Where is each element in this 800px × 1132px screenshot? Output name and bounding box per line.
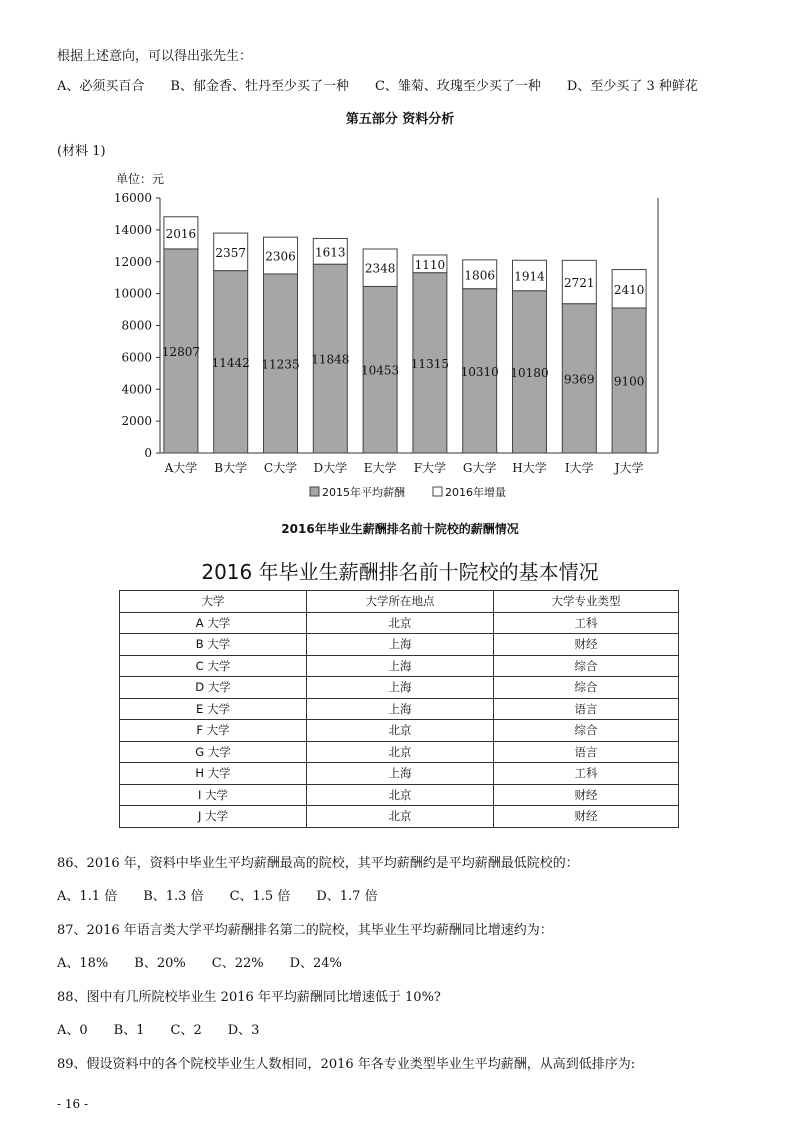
x-tick-label: G大学 (462, 461, 497, 475)
x-tick-label: I大学 (564, 461, 594, 475)
bar-2015-label: 11235 (261, 357, 300, 372)
table-cell: I 大学 (120, 784, 307, 806)
table-header-row (120, 591, 679, 613)
column-header: 大学所在地点 (307, 591, 494, 613)
bar-2015-label: 11442 (211, 355, 250, 370)
question-89-stem: 89、假设资料中的各个院校毕业生人数相同，2016 年各专业类型毕业生平均薪酬，从高到低排序为: (57, 1057, 636, 1072)
unit-label: 单位：元 (116, 172, 165, 186)
y-tick-label: 8000 (121, 318, 152, 333)
bar-increase-label: 1110 (414, 257, 446, 272)
university-info-table (119, 590, 679, 828)
table-row (120, 612, 679, 634)
bar-2015-label: 10310 (460, 364, 499, 379)
bar-increase-label: 2348 (364, 261, 396, 276)
table-cell: 上海 (307, 634, 494, 656)
y-tick-label: 4000 (121, 382, 152, 397)
bar-increase-label: 1806 (464, 268, 495, 283)
option: B、1 (113, 1023, 145, 1038)
bar-increase-label: 2410 (613, 282, 645, 297)
bar-increase-label: 1613 (315, 245, 346, 260)
table-row (120, 741, 679, 763)
question-86-options (57, 885, 378, 904)
x-tick-label: J大学 (614, 461, 644, 475)
table-row (120, 784, 679, 806)
y-tick-label: 12000 (113, 254, 152, 269)
option: D、至少买了 3 种鲜花 (566, 79, 698, 94)
bar-increase-label: 2357 (215, 245, 246, 260)
table-cell: 北京 (307, 612, 494, 634)
table-row (120, 634, 679, 656)
bar-2015-label: 12807 (161, 344, 200, 359)
y-tick-label: 14000 (113, 222, 152, 237)
bar-2015-label: 9369 (564, 372, 595, 387)
intro-line: 根据上述意向，可以得出张先生： (57, 49, 253, 64)
table-cell: 北京 (307, 784, 494, 806)
table-cell: 综合 (494, 655, 679, 677)
bar-2015-label: 11315 (410, 356, 449, 371)
option: D、3 (227, 1023, 260, 1038)
table-cell: 财经 (494, 784, 679, 806)
question-86-stem: 86、2016 年，资料中毕业生平均薪酬最高的院校，其平均薪酬约是平均薪酬最低院校的： (57, 856, 579, 871)
legend-label-2015: 2015年平均薪酬 (322, 486, 405, 499)
y-tick-label: 10000 (113, 286, 152, 301)
table-row (120, 720, 679, 742)
table-row (120, 655, 679, 677)
table-row (120, 698, 679, 720)
table-cell: 北京 (307, 720, 494, 742)
legend-label-2016: 2016年增量 (445, 486, 506, 499)
table-cell: 北京 (307, 806, 494, 828)
table-cell: 上海 (307, 763, 494, 785)
section-title: 第五部分 资料分析 (345, 112, 455, 127)
table-cell: D 大学 (120, 677, 307, 699)
table-cell: 综合 (494, 720, 679, 742)
table-row (120, 806, 679, 828)
bar-2015-label: 10453 (361, 363, 400, 378)
option: A、18% (57, 956, 109, 971)
table-cell: E 大学 (120, 698, 307, 720)
legend-swatch-2015 (310, 487, 319, 496)
y-tick-label: 0 (144, 446, 152, 460)
bar-increase-label: 2306 (265, 249, 296, 264)
x-tick-label: A大学 (164, 461, 198, 475)
table-title: 2016 年毕业生薪酬排名前十院校的基本情况 (201, 560, 599, 584)
table-cell: H 大学 (120, 763, 307, 785)
material-label: (材料 1) (57, 144, 106, 159)
x-tick-label: H大学 (512, 461, 547, 475)
table-cell: 语言 (494, 698, 679, 720)
table-cell: 综合 (494, 677, 679, 699)
option: C、22% (211, 956, 264, 971)
x-tick-label: D大学 (313, 461, 348, 475)
bar-2015-label: 9100 (613, 374, 645, 389)
bar-increase-label: 1914 (514, 269, 545, 284)
option: A、0 (57, 1023, 88, 1038)
option: C、雏菊、玫瑰至少买了一种 (374, 79, 541, 94)
salary-chart (100, 165, 680, 510)
option: A、必须买百合 (57, 79, 145, 94)
table-cell: A 大学 (120, 612, 307, 634)
option: D、24% (289, 956, 342, 971)
table-cell: F 大学 (120, 720, 307, 742)
chart-caption: 2016年毕业生薪酬排名前十院校的薪酬情况 (281, 522, 519, 536)
x-tick-label: C大学 (263, 461, 298, 475)
option: A、1.1 倍 (57, 889, 118, 904)
option: C、1.5 倍 (229, 889, 291, 904)
bar-increase-label: 2016 (165, 226, 197, 241)
y-tick-label: 16000 (113, 191, 152, 205)
table-cell: 工科 (494, 763, 679, 785)
table-cell: 语言 (494, 741, 679, 763)
table-cell: 上海 (307, 677, 494, 699)
x-tick-label: F大学 (413, 461, 447, 475)
question-88-options (57, 1019, 259, 1038)
y-tick-label: 2000 (121, 414, 152, 429)
question-87-stem: 87、2016 年语言类大学平均薪酬排名第二的院校，其毕业生平均薪酬同比增速约为： (57, 923, 553, 938)
prev-question-options (57, 75, 698, 94)
x-tick-label: E大学 (363, 461, 397, 475)
table-cell: B 大学 (120, 634, 307, 656)
table-cell: 北京 (307, 741, 494, 763)
y-tick-label: 6000 (121, 350, 152, 365)
option: D、1.7 倍 (316, 889, 378, 904)
option: B、1.3 倍 (143, 889, 204, 904)
question-87-options (57, 952, 342, 971)
option: B、郁金香、牡丹至少买了一种 (170, 79, 349, 94)
table-row (120, 677, 679, 699)
question-88-stem: 88、图中有几所院校毕业生 2016 年平均薪酬同比增速低于 10%? (57, 990, 441, 1005)
table-cell: J 大学 (120, 806, 307, 828)
table-cell: 工科 (494, 612, 679, 634)
table-cell: 上海 (307, 655, 494, 677)
bar-2015-label: 10180 (510, 365, 549, 380)
bar-2015-label: 11848 (311, 352, 350, 367)
table-cell: 上海 (307, 698, 494, 720)
table-cell: C 大学 (120, 655, 307, 677)
page-number: - 16 - (57, 1097, 89, 1111)
x-tick-label: B大学 (214, 461, 248, 475)
option: B、20% (134, 956, 186, 971)
option: C、2 (170, 1023, 202, 1038)
table-row (120, 763, 679, 785)
table-cell: 财经 (494, 634, 679, 656)
column-header: 大学 (120, 591, 307, 613)
column-header: 大学专业类型 (494, 591, 679, 613)
bar-increase-label: 2721 (564, 275, 595, 290)
legend-swatch-2016 (433, 487, 442, 496)
table-cell: G 大学 (120, 741, 307, 763)
table-cell: 财经 (494, 806, 679, 828)
